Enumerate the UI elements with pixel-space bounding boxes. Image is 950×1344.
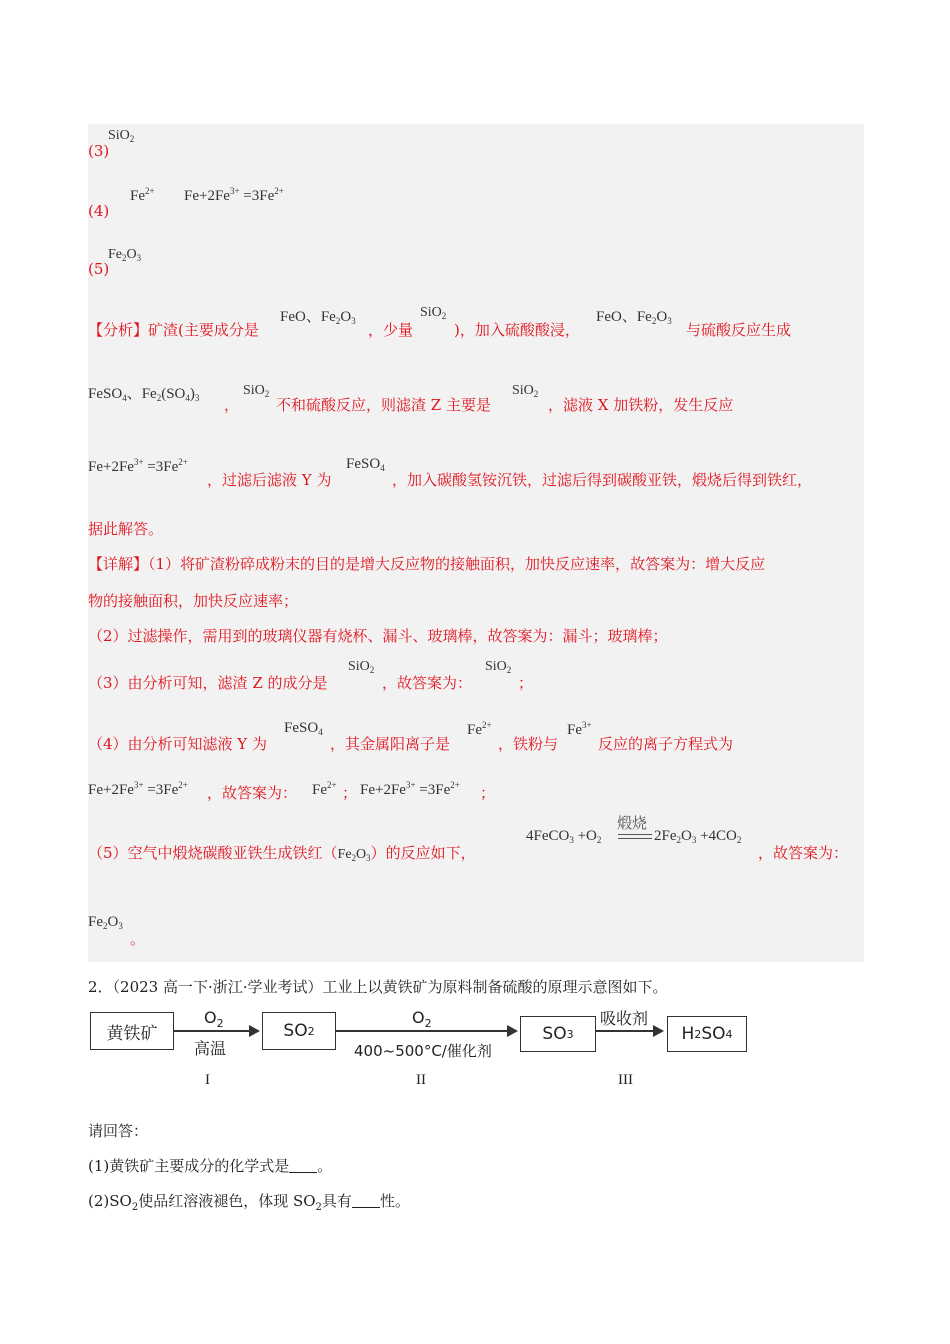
formula-feso4: FeSO$_4$ (346, 456, 385, 473)
answer-5-formula: $Fe_2O_3$ (108, 247, 142, 263)
arrow-3-top: 吸收剂 (600, 1009, 649, 1028)
formula-feo-fe2o3-2: FeO、$Fe_2O_3$ (596, 309, 672, 326)
question-2-header: 2．（2023 高一下·浙江·学业考试）工业上以黄铁矿为原料制备硫酸的原理示意图如下。 (88, 978, 668, 996)
arrow-3 (596, 1030, 662, 1032)
formula-sio2-2: SiO$_2$ (243, 383, 270, 399)
analysis-text-6: 不和硫酸反应，则滤渣 Z 主要是 (276, 396, 491, 414)
detail-line-1b: 物的接触面积，加快反应速率； (88, 592, 299, 610)
formula-fe3plus: $Fe^{3+}$ (567, 720, 592, 738)
formula-feso4-2: FeSO$_4$ (284, 720, 323, 737)
analysis-text-3: )，加入硫酸酸浸， (454, 321, 580, 339)
subquestion-2: $(2)SO_2$使品红溶液褪色，体现 $SO_2$具有 性。 (88, 1192, 410, 1213)
analysis-line-1: 【分析】矿渣(主要成分是 (88, 321, 259, 339)
step-3-label: III (618, 1072, 633, 1088)
arrow-1-top: $O_2$ (204, 1008, 224, 1031)
formula-fe2plus: $Fe^{2+}$ (467, 720, 492, 738)
detail-line-4f: ； (342, 784, 358, 802)
arrow-1-bottom: 高温 (194, 1039, 227, 1058)
formula-equation-1: $Fe+2Fe^{3+} =3Fe^{2+}$ (88, 457, 188, 475)
step-2-label: II (416, 1072, 426, 1088)
formula-sio2-4: SiO$_2$ (348, 659, 375, 675)
answer-panel (88, 124, 864, 962)
formula-fe2plus-2: $Fe^{2+}$ (312, 780, 337, 798)
arrow-1 (174, 1030, 258, 1032)
box-pyrite: 黄铁矿 (90, 1012, 174, 1050)
answer-3-formula: SiO$_2$ (108, 128, 135, 144)
formula-equation-3: $Fe+2Fe^{3+} =3Fe^{2+}$ (360, 780, 460, 798)
analysis-text-5: ， (224, 396, 240, 414)
answer-4-ion: $Fe^{2+}$ (130, 186, 155, 204)
detail-line-2: （2）过滤操作，需用到的玻璃仪器有烧杯、漏斗、玻璃棒，故答案为：漏斗；玻璃棒； (88, 627, 668, 645)
step-1-label: I (205, 1072, 210, 1088)
detail-line-3b: ，故答案为： (382, 674, 473, 692)
detail-line-4c: ，铁粉与 (498, 735, 559, 753)
formula-fe2o3-final: $Fe_2O_3$ (88, 914, 123, 931)
formula-sio2: SiO$_2$ (420, 305, 447, 321)
detail-line-5a: （5）空气中煅烧碳酸亚铁生成铁红$(Fe_2O_3)$的反应如下， (88, 844, 476, 863)
answer-5-label: (5) (88, 260, 110, 278)
formula-equation-2: $Fe+2Fe^{3+} =3Fe^{2+}$ (88, 780, 188, 798)
formula-sio2-3: SiO$_2$ (512, 383, 539, 399)
detail-line-4e: ，故答案为： (207, 784, 298, 802)
answer-blank-2[interactable] (352, 1193, 380, 1208)
answer-4-equation: $Fe+2Fe^{3+} =3Fe^{2+}$ (184, 186, 284, 204)
formula-products: $2Fe_2O_3 +4CO_2$ (654, 828, 742, 845)
detail-line-4g: ； (480, 784, 496, 802)
box-h2so4: H 2 SO 4 (667, 1016, 747, 1052)
answer-4-label: (4) (88, 202, 110, 220)
answer-3-label: (3) (88, 142, 110, 160)
formula-feo-fe2o3: FeO、$Fe_2O_3$ (280, 309, 356, 326)
formula-calcination: 4FeCO$_3$ $+O_2$ (526, 828, 602, 845)
detail-line-4d: 反应的离子方程式为 (598, 735, 734, 753)
detail-line-4a: （4）由分析可知滤液 Y 为 (88, 735, 267, 753)
analysis-text-7: ，滤液 X 加铁粉，发生反应 (548, 396, 734, 414)
detail-line-1: 【详解】（1）将矿渣粉碎成粉末的目的是增大反应物的接触面积，加快反应速率，故答案为：增大反应 (88, 555, 766, 573)
detail-line-4b: ，其金属阳离子是 (330, 735, 451, 753)
condition-label: 煅烧 (617, 814, 648, 832)
detail-line-3a: （3）由分析可知，滤渣 Z 的成分是 (88, 674, 328, 692)
prompt: 请回答： (88, 1122, 149, 1140)
arrow-2-top: $O_2$ (412, 1008, 432, 1031)
box-so3: SO 3 (520, 1016, 596, 1052)
formula-feso4-fe2so43: FeSO$_4$、$Fe_2(SO_4)_3$ (88, 386, 200, 403)
analysis-text-10: 据此解答。 (88, 520, 164, 538)
analysis-text-4: 与硫酸反应生成 (686, 321, 792, 339)
analysis-text-8: ，过滤后滤液 Y 为 (207, 471, 332, 489)
equals-sign (618, 834, 652, 839)
subquestion-1: (1)黄铁矿主要成分的化学式是 。 (88, 1157, 333, 1175)
arrow-2-bottom: 400~500°C/催化剂 (354, 1042, 492, 1060)
box-so2: SO 2 (262, 1012, 336, 1050)
analysis-text-2: ，少量 (368, 321, 414, 339)
analysis-text-9: ，加入碳酸氢铵沉铁，过滤后得到碳酸亚铁，煅烧后得到铁红， (392, 471, 813, 489)
formula-sio2-5: SiO$_2$ (485, 659, 512, 675)
arrow-2 (336, 1030, 516, 1032)
detail-line-3c: ； (518, 674, 534, 692)
detail-line-5d: 。 (130, 930, 146, 948)
answer-blank-1[interactable] (289, 1158, 317, 1173)
detail-line-5c: ，故答案为： (758, 844, 849, 862)
